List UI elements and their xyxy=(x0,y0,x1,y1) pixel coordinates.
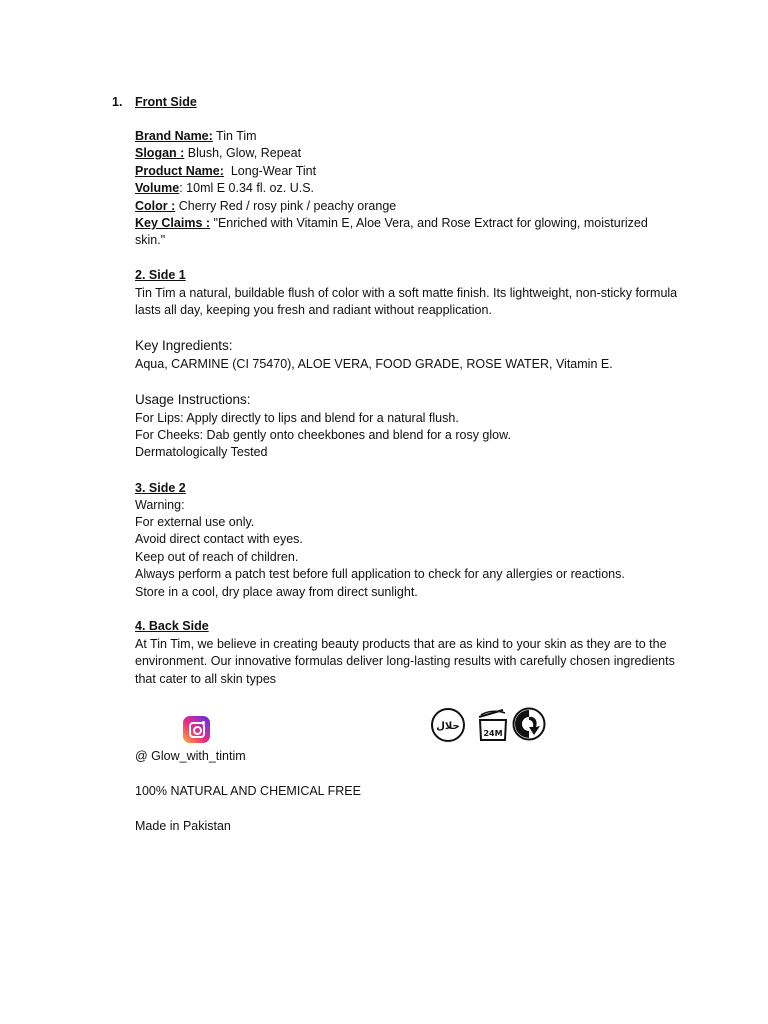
dermatologically-tested: Dermatologically Tested xyxy=(135,445,268,459)
side-1-intro: Tin Tim a natural, buildable flush of color with a soft matte finish. Its lightweight, non-sticky formula lasts all day, keeping you fresh and radiant without reapplication. xyxy=(135,286,678,318)
key-ingredients-title: Key Ingredients: xyxy=(135,338,233,353)
warning-line: Store in a cool, dry place away from direct sunlight. xyxy=(135,585,418,599)
natural-claim: 100% NATURAL AND CHEMICAL FREE xyxy=(135,784,361,798)
slogan-line xyxy=(135,145,301,162)
brand-name-value: Tin Tim xyxy=(212,129,257,143)
usage-instructions-title: Usage Instructions: xyxy=(135,392,251,407)
product-name-line xyxy=(135,163,316,180)
front-side-title: Front Side xyxy=(135,95,197,109)
side-1-heading: 2. Side 1 xyxy=(135,268,186,282)
period-after-opening-icon xyxy=(475,707,511,743)
product-name-label: Product Name: xyxy=(135,164,224,178)
back-side-heading: 4. Back Side xyxy=(135,619,209,633)
key-claims-paragraph xyxy=(135,215,680,250)
key-claims-label: Key Claims : xyxy=(135,216,211,230)
key-ingredients-list: Aqua, CARMINE (CI 75470), ALOE VERA, FOOD GRADE, ROSE WATER, Vitamin E. xyxy=(135,357,613,371)
halal-text: حلال xyxy=(436,721,460,732)
usage-cheeks: For Cheeks: Dab gently onto cheekbones and blend for a rosy glow. xyxy=(135,428,511,442)
volume-label: Volume xyxy=(135,181,180,195)
side-2-heading: 3. Side 2 xyxy=(135,481,186,495)
color-value: Cherry Red / rosy pink / peachy orange xyxy=(175,199,397,213)
product-name-value: Long-Wear Tint xyxy=(223,164,317,178)
back-side-text: At Tin Tim, we believe in creating beauty products that are as kind to your skin as they are to the environment. Our innovative formulas deliver long-lasting results with carefully chosen ingredients that cater to all skin types xyxy=(135,637,675,686)
warning-line: Avoid direct contact with eyes. xyxy=(135,532,303,546)
volume-line xyxy=(135,180,314,197)
front-side-heading xyxy=(112,94,197,111)
volume-value: : 10ml E 0.34 fl. oz. U.S. xyxy=(179,181,315,195)
pao-text: 24M xyxy=(483,729,503,738)
green-dot-recycle-icon xyxy=(512,707,546,741)
warning-line: For external use only. xyxy=(135,515,255,529)
key-claims-value: "Enriched with Vitamin E, Aloe Vera, and Rose Extract for glowing, moisturized skin." xyxy=(135,216,648,248)
warning-line: Always perform a patch test before full application to check for any allergies or reactions. xyxy=(135,567,625,581)
slogan-value: Blush, Glow, Repeat xyxy=(184,146,302,160)
color-line xyxy=(135,198,396,215)
halal-icon xyxy=(430,707,466,743)
instagram-handle: @ Glow_with_tintim xyxy=(135,749,246,763)
instagram-icon xyxy=(183,716,210,743)
warning-line: Keep out of reach of children. xyxy=(135,550,299,564)
warning-label: Warning: xyxy=(135,498,185,512)
usage-lips: For Lips: Apply directly to lips and blend for a natural flush. xyxy=(135,411,459,425)
made-in: Made in Pakistan xyxy=(135,819,231,833)
slogan-label: Slogan : xyxy=(135,146,185,160)
brand-name-line xyxy=(135,128,257,145)
front-side-number: 1. xyxy=(112,95,123,109)
color-label: Color : xyxy=(135,199,176,213)
brand-name-label: Brand Name: xyxy=(135,129,213,143)
